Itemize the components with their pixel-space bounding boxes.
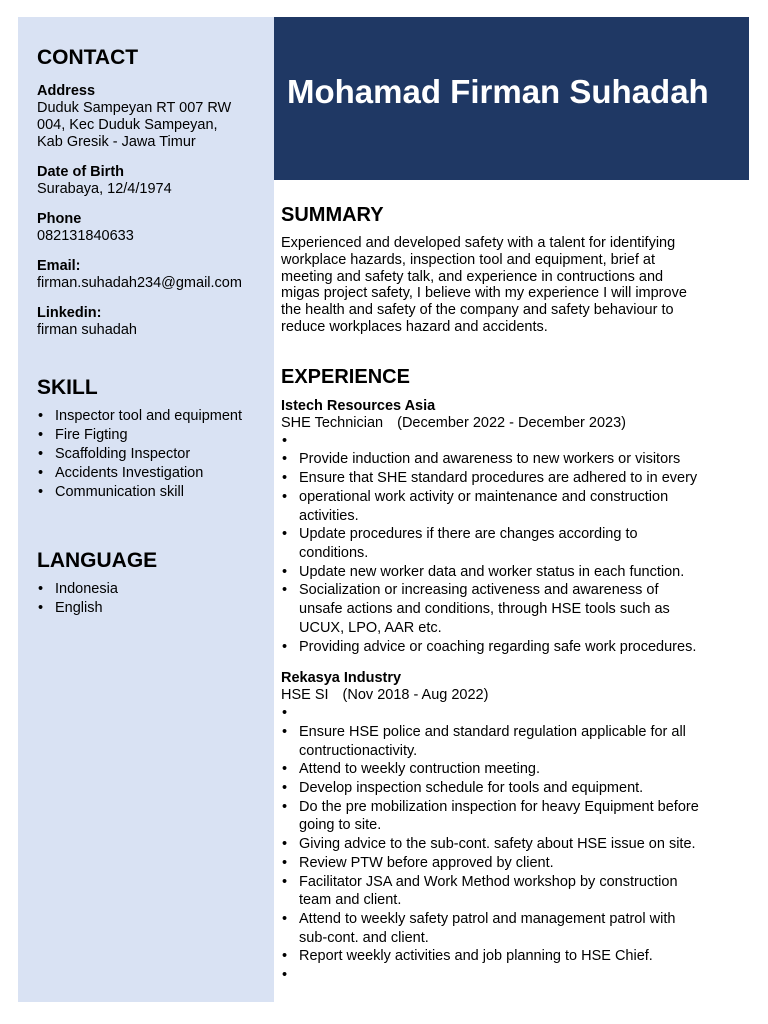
main-content (281, 202, 741, 985)
email-field (37, 258, 269, 292)
job-role: HSE SI (281, 687, 329, 704)
job-duty-line: • Ensure HSE police and standard regulation applicable for all (299, 723, 686, 740)
phone-field (37, 211, 269, 245)
job-duty-line: • Attend to weekly safety patrol and management patrol with (299, 910, 676, 927)
email-value: firman.suhadah234@gmail.com (37, 275, 242, 291)
job-duty-line: • Provide induction and awareness to new workers or visitors (299, 451, 681, 468)
job-duty-item (281, 798, 741, 835)
job-duty-item (281, 525, 741, 562)
summary-line: workplace hazards, inspection tool and equipment, brief at (281, 251, 655, 268)
job-duty-item (281, 854, 741, 873)
address-line: 004, Kec Duduk Sampeyan, (37, 117, 218, 133)
job-duty-item (281, 563, 741, 582)
job-duty-item (281, 760, 741, 779)
dob-value: Surabaya, 12/4/1974 (37, 181, 172, 197)
job-entry (281, 398, 741, 656)
linkedin-label: Linkedin: (37, 305, 102, 321)
job-entry (281, 670, 741, 985)
job-duties (281, 704, 741, 985)
job-duty-line: • Giving advice to the sub-cont. safety about HSE issue on site. (299, 836, 696, 853)
skill-item: • Accidents Investigation (37, 464, 269, 483)
job-duty-item (281, 638, 741, 657)
job-duty-item (281, 488, 741, 525)
job-role-line (281, 687, 741, 704)
summary-line: reduce workplaces hazard and accidents. (281, 318, 548, 335)
language-item: • English (37, 599, 269, 618)
job-duty-item (281, 910, 741, 947)
job-duty-line: • operational work activity or maintenance and construction (299, 488, 669, 505)
job-period: (Nov 2018 - Aug 2022) (342, 687, 489, 704)
job-duty-item (281, 723, 741, 760)
job-duties (281, 432, 741, 656)
language-item: • Indonesia (37, 580, 269, 599)
job-duty-item (281, 966, 741, 985)
summary-line: Experienced and developed safety with a talent for identifying (281, 235, 676, 251)
job-duty-line: • Attend to weekly contruction meeting. (299, 761, 540, 778)
job-duty-line: • Review PTW before approved by client. (299, 854, 554, 871)
job-duty-line: UCUX, LPO, AAR etc. (299, 619, 442, 636)
language-list (37, 580, 269, 618)
address-field (37, 83, 269, 151)
job-duty-line: • Update procedures if there are changes according to (299, 526, 638, 543)
job-duty-line: • Do the pre mobilization inspection for heavy Equipment before (299, 798, 699, 815)
summary-text (281, 235, 741, 336)
name-banner (274, 17, 749, 180)
job-duty-line: • Develop inspection schedule for tools and equipment. (299, 780, 644, 797)
job-duty-line: unsafe actions and conditions, through HSE tools such as (299, 601, 670, 618)
job-role-line (281, 415, 741, 432)
job-duty-line: • Report weekly activities and job planning to HSE Chief. (299, 948, 653, 965)
job-duty-line: • Providing advice or coaching regarding safe work procedures. (299, 638, 697, 655)
language-heading: LANGUAGE (37, 549, 158, 572)
job-duty-line: team and client. (299, 892, 402, 909)
address-line: Duduk Sampeyan RT 007 RW (37, 100, 232, 116)
job-duty-item (281, 704, 741, 723)
linkedin-value: firman suhadah (37, 322, 137, 338)
summary-line: meeting and safety talk, and experience in contructions and (281, 268, 664, 285)
job-duty-line: • Update new worker data and worker status in each function. (299, 563, 685, 580)
dob-field (37, 164, 269, 198)
contact-heading: CONTACT (37, 46, 139, 69)
skill-item: • Fire Figting (37, 426, 269, 445)
job-duty-line: • Socialization or increasing activeness and awareness of (299, 582, 659, 599)
summary-heading: SUMMARY (281, 204, 384, 226)
experience-list (281, 398, 741, 985)
sidebar (18, 17, 274, 1002)
job-duty-line: conditions. (299, 545, 369, 561)
job-duty-line: going to site. (299, 817, 382, 834)
skill-heading: SKILL (37, 376, 98, 399)
sidebar-content (37, 45, 269, 618)
job-duty-item (281, 835, 741, 854)
phone-value: 082131840633 (37, 228, 134, 244)
address-label: Address (37, 83, 96, 99)
full-name: Mohamad Firman Suhadah (287, 73, 709, 110)
dob-label: Date of Birth (37, 164, 124, 180)
job-role: SHE Technician (281, 414, 384, 431)
skill-list (37, 407, 269, 502)
job-duty-item (281, 873, 741, 910)
skill-item: • Communication skill (37, 483, 269, 502)
address-line: Kab Gresik - Jawa Timur (37, 134, 196, 150)
job-duty-item (281, 947, 741, 966)
job-duty-line: • Ensure that SHE standard procedures are adhered to in every (299, 470, 698, 487)
job-duty-line: • Facilitator JSA and Work Method workshop by construction (299, 873, 678, 890)
job-duty-item (281, 432, 741, 451)
email-label: Email: (37, 258, 81, 274)
summary-line: migas project safety, I believe with my experience I will improve (281, 285, 687, 302)
job-duty-line: sub-cont. and client. (299, 929, 429, 946)
phone-label: Phone (37, 211, 82, 227)
job-company: Rekasya Industry (281, 670, 402, 687)
job-duty-item (281, 779, 741, 798)
skill-item: • Inspector tool and equipment (37, 407, 269, 426)
job-duty-item (281, 450, 741, 469)
job-duty-item (281, 581, 741, 637)
summary-line: the health and safety of the company and safety behaviour to (281, 302, 674, 319)
linkedin-field (37, 305, 269, 339)
job-duty-line: contructionactivity. (299, 742, 418, 759)
experience-heading: EXPERIENCE (281, 365, 410, 388)
skill-item: • Scaffolding Inspector (37, 445, 269, 464)
job-company: Istech Resources Asia (281, 397, 436, 414)
job-duty-line: activities. (299, 507, 359, 524)
job-duty-item (281, 469, 741, 488)
job-period: (December 2022 - December 2023) (397, 414, 626, 431)
